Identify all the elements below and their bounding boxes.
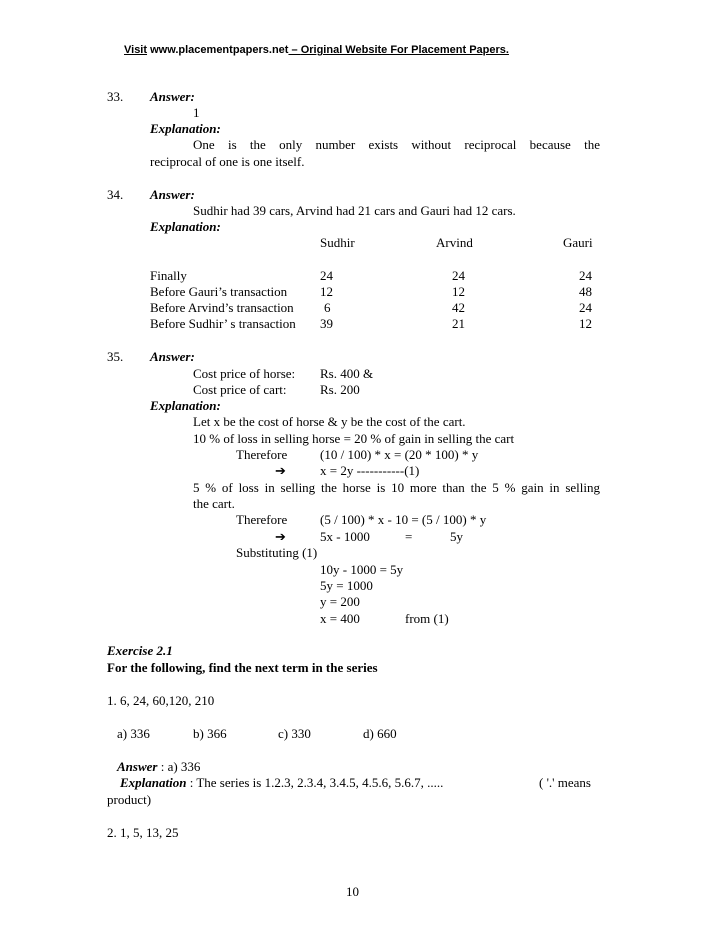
- q35-eq1: (10 / 100) * x = (20 * 100) * y: [320, 447, 479, 462]
- exercise-product: product): [107, 792, 152, 807]
- q33-answer: 1: [193, 105, 200, 120]
- q35-number: 35.: [107, 349, 124, 364]
- arrow-icon: ➔: [275, 463, 286, 478]
- page-header: [124, 42, 509, 58]
- exercise-means: ( '.' means: [539, 775, 591, 790]
- q33-explanation-line2: reciprocal of one is one itself.: [150, 154, 305, 169]
- q35-eq7: y = 200: [320, 594, 360, 609]
- q34-row-gauri: 24: [579, 300, 592, 315]
- q35-substituting: Substituting (1): [236, 545, 318, 560]
- q34-explanation-label: Explanation:: [150, 219, 221, 234]
- q35-eq5: 10y - 1000 = 5y: [320, 562, 404, 577]
- q34-col-sudhir: Sudhir: [320, 235, 355, 250]
- header-site-link[interactable]: www.placementpapers.net: [147, 44, 289, 56]
- q35-eq8-from: from (1): [405, 611, 449, 626]
- q34-row-arvind: 42: [452, 300, 465, 315]
- q34-row-sudhir: 12: [320, 284, 333, 299]
- q34-row-label: Before Arvind’s transaction: [150, 300, 294, 315]
- exercise-answer-text: : a) 336: [157, 759, 201, 774]
- q35-cart-label: Cost price of cart:: [193, 382, 287, 397]
- q35-line3b: the cart.: [193, 496, 235, 511]
- exercise-title: Exercise 2.1: [107, 643, 173, 658]
- q33-answer-label: Answer:: [150, 89, 195, 104]
- q34-row-gauri: 48: [579, 284, 592, 299]
- q35-line3a: 5 % of loss in selling the horse is 10 more than the 5 % gain in selling: [193, 480, 600, 495]
- exercise-answer-label: Answer: [117, 759, 158, 774]
- q34-row-label: Before Sudhir’ s transaction: [150, 316, 296, 331]
- exercise-q1: 1. 6, 24, 60,120, 210: [107, 693, 215, 708]
- q34-row-sudhir: 24: [320, 268, 333, 283]
- q35-answer-label: Answer:: [150, 349, 195, 364]
- q35-eq6: 5y = 1000: [320, 578, 373, 593]
- q34-row-gauri: 24: [579, 268, 592, 283]
- q35-eq8: x = 400: [320, 611, 360, 626]
- q35-eq4b: =: [405, 529, 413, 544]
- q35-line1: Let x be the cost of horse & y be the cost of the cart.: [193, 414, 466, 429]
- q34-row-arvind: 21: [452, 316, 465, 331]
- q35-therefore1: Therefore: [236, 447, 288, 462]
- q33-number: 33.: [107, 89, 124, 104]
- option-c: c) 330: [278, 726, 311, 741]
- header-tagline: Original Website For Placement Papers.: [300, 44, 509, 56]
- q34-col-arvind: Arvind: [436, 235, 473, 250]
- page-number: 10: [346, 884, 359, 899]
- q34-answer: Sudhir had 39 cars, Arvind had 21 cars and Gauri had 12 cars.: [193, 203, 516, 218]
- exercise-q2: 2. 1, 5, 13, 25: [107, 825, 179, 840]
- q33-explanation-label: Explanation:: [150, 121, 221, 136]
- exercise-explanation-text: : The series is 1.2.3, 2.3.4, 3.4.5, 4.5.6, 5.6.7, .....: [186, 775, 444, 790]
- q35-therefore2: Therefore: [236, 512, 288, 527]
- q34-row-sudhir: 6: [324, 300, 331, 315]
- q35-horse-value: Rs. 400 &: [320, 366, 374, 381]
- exercise-explanation-label: Explanation: [120, 775, 187, 790]
- q34-number: 34.: [107, 187, 124, 202]
- q35-eq4a: 5x - 1000: [320, 529, 370, 544]
- q35-horse-label: Cost price of horse:: [193, 366, 296, 381]
- q35-eq3: (5 / 100) * x - 10 = (5 / 100) * y: [320, 512, 487, 527]
- q35-eq2: x = 2y -----------(1): [320, 463, 420, 478]
- arrow-icon: ➔: [275, 529, 286, 544]
- q35-explanation-label: Explanation:: [150, 398, 221, 413]
- header-dash: –: [288, 44, 301, 56]
- option-b: b) 366: [193, 726, 227, 741]
- option-d: d) 660: [363, 726, 397, 741]
- q34-row-label: Finally: [150, 268, 187, 283]
- q34-row-arvind: 24: [452, 268, 465, 283]
- exercise-instruction: For the following, find the next term in the series: [107, 660, 378, 675]
- q34-row-gauri: 12: [579, 316, 592, 331]
- q35-line2: 10 % of loss in selling horse = 20 % of gain in selling the cart: [193, 431, 515, 446]
- q34-answer-label: Answer:: [150, 187, 195, 202]
- q34-row-sudhir: 39: [320, 316, 333, 331]
- exercise-answer: [117, 759, 200, 775]
- q35-cart-value: Rs. 200: [320, 382, 360, 397]
- q34-col-gauri: Gauri: [563, 235, 593, 250]
- exercise-explanation: [120, 775, 443, 791]
- q34-row-label: Before Gauri’s transaction: [150, 284, 288, 299]
- header-visit: Visit: [124, 44, 148, 56]
- q34-row-arvind: 12: [452, 284, 465, 299]
- q33-explanation-line1: One is the only number exists without reciprocal because the: [193, 137, 600, 152]
- q35-eq4c: 5y: [450, 529, 463, 544]
- option-a: a) 336: [117, 726, 150, 741]
